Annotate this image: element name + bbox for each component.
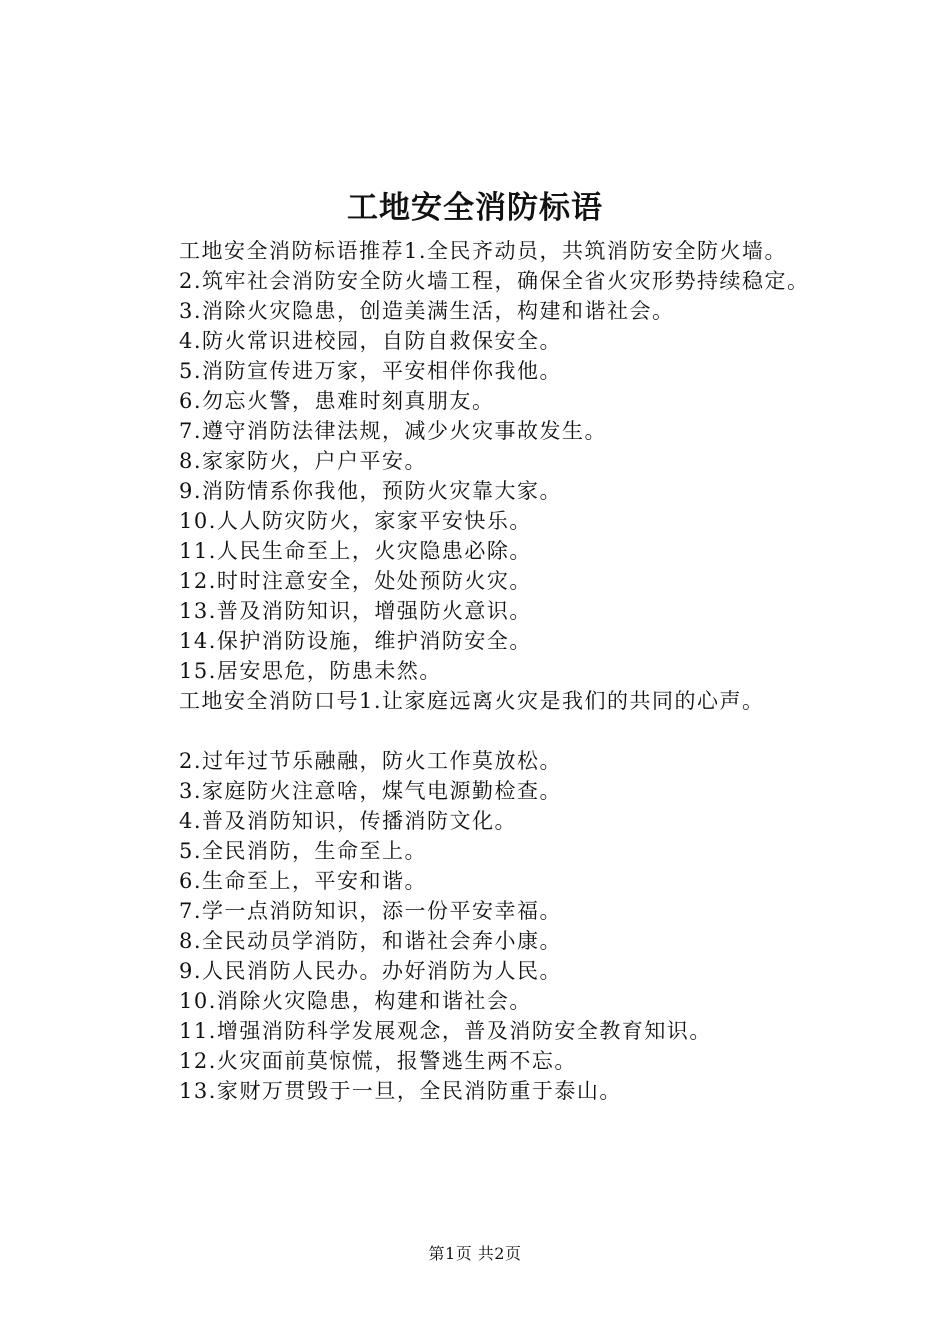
paragraph: 工地安全消防标语推荐1.全民齐动员，共筑消防安全防火墙。	[179, 239, 788, 263]
paragraph: 12.火灾面前莫惊慌，报警逃生两不忘。	[179, 1049, 577, 1073]
paragraph: 6.勿忘火警，患难时刻真朋友。	[179, 389, 495, 413]
document-body	[130, 236, 840, 1106]
paragraph: 15.居安思危，防患未然。	[179, 659, 442, 683]
paragraph: 3.消除火灾隐患，创造美满生活，构建和谐社会。	[179, 299, 675, 323]
page-number-footer: 第1页 共2页	[428, 1244, 522, 1263]
paragraph: 4.普及消防知识，传播消防文化。	[179, 809, 518, 833]
paragraph: 6.生命至上，平安和谐。	[179, 869, 428, 893]
paragraph: 10.人人防灾防火，家家平安快乐。	[179, 509, 532, 533]
paragraph: 5.全民消防，生命至上。	[179, 839, 428, 863]
paragraph: 12.时时注意安全，处处预防火灾。	[179, 569, 532, 593]
paragraph: 14.保护消防设施，维护消防安全。	[179, 629, 532, 653]
paragraph: 7.遵守消防法律法规，减少火灾事故发生。	[179, 419, 608, 443]
paragraph: 2.筑牢社会消防安全防火墙工程，确保全省火灾形势持续稳定。	[179, 269, 810, 293]
paragraph: 7.学一点消防知识，添一份平安幸福。	[179, 899, 563, 923]
paragraph: 5.消防宣传进万家，平安相伴你我他。	[179, 359, 563, 383]
paragraph: 11.增强消防科学发展观念，普及消防安全教育知识。	[179, 1019, 712, 1043]
paragraph: 8.家家防火，户户平安。	[179, 449, 428, 473]
document-title: 工地安全消防标语	[347, 190, 603, 226]
paragraph: 11.人民生命至上，火灾隐患必除。	[179, 539, 532, 563]
paragraph: 3.家庭防火注意啥，煤气电源勤检查。	[179, 779, 563, 803]
paragraph: 8.全民动员学消防，和谐社会奔小康。	[179, 929, 563, 953]
blank-line	[130, 716, 840, 746]
paragraph: 2.过年过节乐融融，防火工作莫放松。	[179, 749, 563, 773]
paragraph: 9.人民消防人民办。办好消防为人民。	[179, 959, 563, 983]
paragraph: 4.防火常识进校园，自防自救保安全。	[179, 329, 563, 353]
paragraph: 13.家财万贯毁于一旦，全民消防重于泰山。	[179, 1079, 622, 1103]
paragraph: 13.普及消防知识，增强防火意识。	[179, 599, 532, 623]
paragraph: 工地安全消防口号1.让家庭远离火灾是我们的共同的心声。	[179, 689, 765, 713]
paragraph: 10.消除火灾隐患，构建和谐社会。	[179, 989, 532, 1013]
paragraph: 9.消防情系你我他，预防火灾靠大家。	[179, 479, 563, 503]
